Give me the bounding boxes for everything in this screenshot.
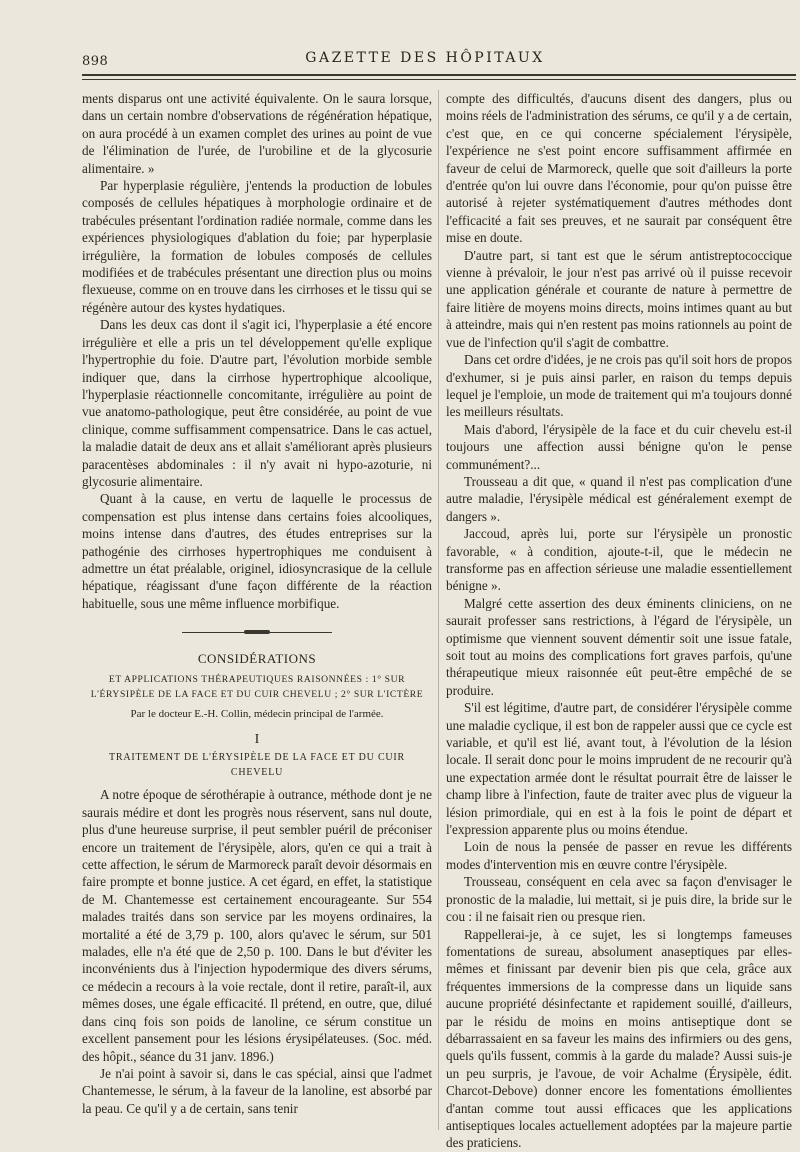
section-title: CONSIDÉRATIONS xyxy=(197,651,317,667)
column-gutter xyxy=(438,90,439,1130)
chapter-number: I xyxy=(254,732,260,747)
left-column xyxy=(82,90,432,1117)
paragraph: Trousseau a dit que, « quand il n'est pas complication d'une autre maladie, l'érysipèle médical est généralement exempt de dangers ». xyxy=(446,473,792,524)
paragraph: Quant à la cause, en vertu de laquelle le processus de compensation est plus intense dans certains foies alcooliques, moins intense dans d'autres, des études entreprises sur la pathogénie des cirrhoses hypertrophiques me conduisent à admettre un état préalable, originel, idiosyncrasique de la cellule hépatique, réagissant d'une façon différente de la réaction habituelle, sous une même influence morbifique. xyxy=(82,491,432,611)
paragraph: Je n'ai point à savoir si, dans le cas spécial, ainsi que l'admet Chantemesse, le sérum, à la faveur de la lanoline, est absorbé par la peau. Ce qu'il y a de certain, sans tenir xyxy=(82,1065,432,1116)
page-number: 898 xyxy=(82,54,109,69)
paragraph: ments disparus ont une activité équivalente. On le saura lorsque, dans un certain nombre d'observations de régénération hépatique, on aura procédé à un examen complet des urines au point de vue de l'élimination de l'urée, de l'urobiline et de la glycosurie alimentaire. » xyxy=(82,91,432,176)
paragraph: compte des difficultés, d'aucuns disent des dangers, plus ou moins réels de l'administration des sérums, ce qu'il y a de certain, c'est que, en ce qui concerne spécialement l'érysipèle, l'expérience ne s'est point encore suffisamment affirmée en faveur de celui de Marmoreck, quelle que soit d'ailleurs la porte d'entrée qu'on lui ouvre dans l'économie, pour qu'on puisse être autorisé à rejeter systématiquement d'autres méthodes dont l'efficacité a fait ses preuves, et ne saurait par conséquent être mise en doute. xyxy=(446,91,792,246)
paragraph: Malgré cette assertion des deux éminents cliniciens, on ne saurait professer sans restrictions, à l'égard de l'érysipèle, un optimisme que viennent souvent démentir soit une issue fatale, soit tout au moins des complications fort graves parfois, qu'une thérapeutique mieux raisonnée eût peut-être empêché de se produire. xyxy=(446,595,792,698)
paragraph: Jaccoud, après lui, porte sur l'érysipèle un pronostic favorable, « à condition, ajoute-t-il, que le médecin ne transforme pas en affection sérieuse une maladie essentiellement bénigne ». xyxy=(446,526,792,594)
paragraph: Rappellerai-je, à ce sujet, les si longtemps fameuses fomentations de sureau, absolument anaseptiques par elles-mêmes et finissant par devenir bien pis que cela, grâce aux fréquentes immersions de la compresse dans un liquide sans aucune propriété désinfectante et rapidement souillé, d'ailleurs, par le résidu de moins en moins antiseptique dont se débarrassaient en sa faveur les mains des infirmiers ou des gens, quels qu'ils fussent, commis à la garde du malade? Aussi suis-je un peu surpris, je l'avoue, de voir Achalme (Érysipèle, édit. Charcot-Debove) donner encore les fomentations émollientes d'antan comme tout aussi efficaces que les applications antiseptiques locales actuellement adoptées par la majeure partie des praticiens. xyxy=(446,926,792,1151)
header-rule-thin xyxy=(82,79,796,80)
section-divider xyxy=(182,630,332,636)
right-column xyxy=(446,90,792,1152)
paragraph: Trousseau, conséquent en cela avec sa façon d'envisager le pronostic de la maladie, lui mettait, si je puis dire, la bride sur le cou : il ne faisait rien ou presque rien. xyxy=(446,874,792,925)
paragraph: Dans cet ordre d'idées, je ne crois pas qu'il soit hors de propos d'exhumer, si je puis ainsi parler, en raison du temps depuis lequel je l'emploie, un mode de traitement qui m'a toujours donné les meilleurs résultats. xyxy=(446,352,792,420)
journal-title: GAZETTE DES HÔPITAUX xyxy=(305,50,545,66)
paragraph: Dans les deux cas dont il s'agit ici, l'hyperplasie a été encore irrégulière et elle a pris un tel développement qu'elle explique l'hypertrophie du foie. D'autre part, l'évolution morbide semble indiquer que, dans la cirrhose hypertrophique alcoolique, l'hyperplasie réactionnelle concomitante, irrégulière au point de vue anatomo-pathologique, peut être considérée, au point de vue clinique, comme suffisamment compensatrice. Dans le cas actuel, la maladie datait de deux ans et allait s'améliorant après plusieurs paracentèses abdominales : il n'y avait ni hypo-azoturie, ni glycosurie alimentaire. xyxy=(82,317,432,489)
paragraph: S'il est légitime, d'autre part, de considérer l'érysipèle comme une maladie cyclique, il est bon de rappeler aussi que ce cycle est variable, et qu'il est lié, avant tout, à l'évolution de la lésion locale. Il serait donc pour le moins imprudent de ne recourir qu'à une expectation armée dont le résultat pourrait être de laisser le champ libre à l'infection, faute de traiter avec plus de vigueur la lésion primordiale, qui en est à la fois le point de départ et l'expression apparente plus ou moins étendue. xyxy=(446,700,792,838)
paragraph: Mais d'abord, l'érysipèle de la face et du cuir chevelu est-il toujours une affection aussi bénigne qu'on le pense communément?... xyxy=(446,421,792,472)
paragraph: Par hyperplasie régulière, j'entends la production de lobules composés de cellules hépatiques à morphologie ordinaire et de trabécules présentant l'ordination radiée normale, comme dans les expériences physiologiques d'ablation du foie; par hyperplasie irrégulière, la formation de lobules composés de cellules modifiées et de trabécules présentant une direction plus ou moins flexueuse, comme on en trouve dans les cirrhoses et le tissu qui se régénère autour des kystes hydatiques. xyxy=(82,178,432,315)
paragraph: Loin de nous la pensée de passer en revue les différents modes d'intervention mis en œuvre contre l'érysipèle. xyxy=(446,839,792,872)
paragraph: A notre époque de sérothérapie à outrance, méthode dont je ne saurais médire et dont les progrès nous réservent, sans nul doute, plus d'une heureuse surprise, il peut sembler puéril de préconiser encore un traitement de l'érysipèle, alors, qu'en ce qui a trait à cette affection, le sérum de Marmoreck paraît devoir désormais en faire prompte et bonne justice. A cet égard, en effet, la statistique de M. Chantemesse est certainement encourageante. Sur 554 malades traités dans son service par les moyens ordinaires, la mortalité a été de 3,79 p. 100, alors qu'avec le sérum, sur 501 malades, elle n'a été que de 2,50 p. 100. Dans le but d'éviter les inconvénients dus à l'injection hypodermique des divers sérums, ce médecin a recours à la voie rectale, dont il retire, paraît-il, aux mêmes doses, une égale efficacité. Il prétend, en outre, que, dilué dans cinq fois son poids de lanoline, ce sérum constitue un excellent pansement pour les lésions érysipélateuses. (Soc. méd. des hôpit., séance du 31 janv. 1896.) xyxy=(82,787,432,1064)
section-author: Par le docteur E.-H. Collin, médecin principal de l'armée. xyxy=(130,707,384,720)
section-subtitle: ET APPLICATIONS THÉRAPEUTIQUES RAISONNÉES : 1° SUR L'ÉRYSIPÈLE DE LA FACE ET DU CUIR CHEVELU ; 2° SUR L'ICTÈRE xyxy=(90,673,424,700)
paragraph: D'autre part, si tant est que le sérum antistreptococcique vienne à prévaloir, le jour n'est pas arrivé où il puisse recevoir une application générale et courante de nature à permettre de faire litière de moyens moins directs, moins intimes quant au but à atteindre, mais qui n'en restent pas moins rationnels au point de vue de l'infection qu'il s'agit de combattre. xyxy=(446,247,792,350)
header-rule-thick xyxy=(82,74,796,76)
chapter-title: TRAITEMENT DE L'ÉRYSIPÈLE DE LA FACE ET DU CUIR CHEVELU xyxy=(108,752,406,779)
page-header xyxy=(82,48,768,72)
